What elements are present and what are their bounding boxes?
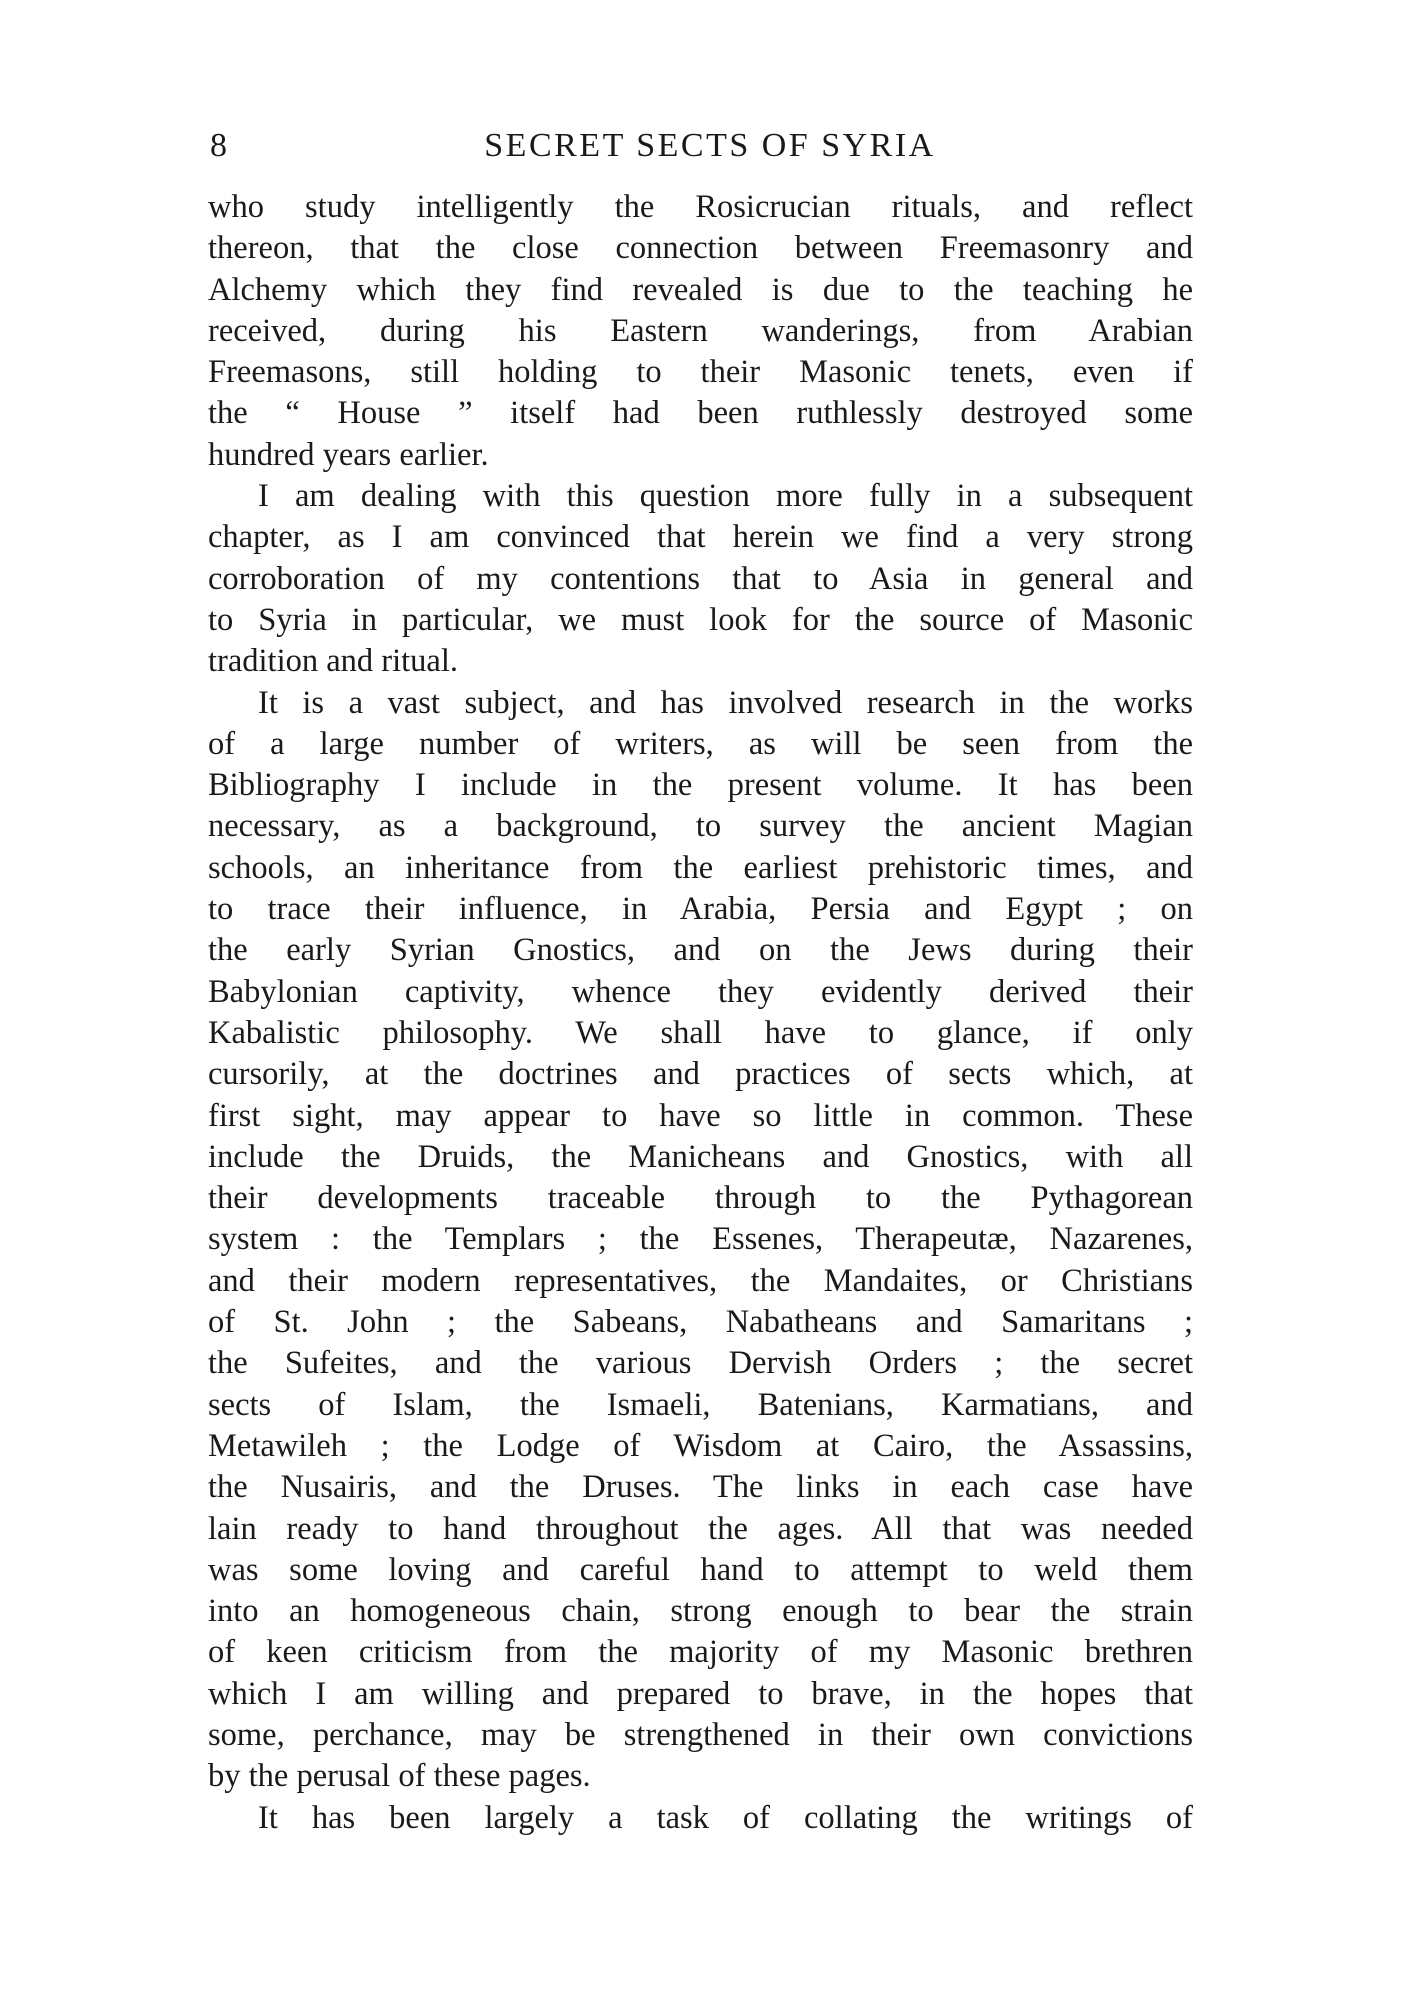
text-line: hundred years earlier. (208, 436, 489, 473)
running-head (210, 124, 1190, 174)
text-line: Metawileh ; the Lodge of Wisdom at Cairo, the Assassins, (208, 1427, 1193, 1464)
text-line: the Nusairis, and the Druses. The links in each case have (208, 1469, 1193, 1506)
page-number: 8 (210, 127, 227, 164)
text-line: lain ready to hand throughout the ages. All that was needed (208, 1510, 1193, 1547)
text-line: Alchemy which they find revealed is due to the teaching he (208, 271, 1193, 308)
text-line: Freemasons, still holding to their Masonic tenets, even if (208, 354, 1193, 391)
text-line: corroboration of my contentions that to Asia in general and (208, 560, 1193, 597)
text-line: system : the Templars ; the Essenes, Therapeutæ, Nazarenes, (208, 1221, 1193, 1258)
text-line: sects of Islam, the Ismaeli, Batenians, Karmatians, and (208, 1386, 1193, 1423)
text-line: It has been largely a task of collating the writings of (258, 1799, 1193, 1836)
text-line: the early Syrian Gnostics, and on the Jews during their (208, 932, 1193, 969)
text-line: of a large number of writers, as will be seen from the (208, 725, 1193, 762)
text-line: schools, an inheritance from the earliest prehistoric times, and (208, 849, 1193, 886)
text-line: of St. John ; the Sabeans, Nabatheans and Samaritans ; (208, 1304, 1193, 1341)
text-line: I am dealing with this question more fully in a subsequent (258, 478, 1193, 515)
text-line: which I am willing and prepared to brave, in the hopes that (208, 1675, 1193, 1712)
text-line: of keen criticism from the majority of my Masonic brethren (208, 1634, 1193, 1671)
running-title: SECRET SECTS OF SYRIA (484, 127, 936, 164)
text-line: some, perchance, may be strengthened in their own convictions (208, 1716, 1193, 1753)
text-line: first sight, may appear to have so little in common. These (208, 1097, 1193, 1134)
body-text (208, 187, 1193, 1839)
text-line: who study intelligently the Rosicrucian rituals, and reflect (208, 189, 1193, 225)
text-line: their developments traceable through to the Pythagorean (208, 1180, 1193, 1217)
text-line: by the perusal of these pages. (208, 1758, 591, 1795)
text-line: It is a vast subject, and has involved research in the works (258, 684, 1193, 721)
text-line: necessary, as a background, to survey the ancient Magian (208, 808, 1193, 845)
text-line: thereon, that the close connection between Freemasonry and (208, 230, 1193, 267)
text-line: to trace their influence, in Arabia, Persia and Egypt ; on (208, 891, 1193, 928)
text-line: the “ House ” itself had been ruthlessly destroyed some (208, 395, 1193, 432)
text-line: cursorily, at the doctrines and practices of sects which, at (208, 1056, 1193, 1093)
text-line: to Syria in particular, we must look for the source of Masonic (208, 601, 1193, 638)
text-line: received, during his Eastern wanderings, from Arabian (208, 312, 1193, 349)
text-line: Bibliography I include in the present volume. It has been (208, 767, 1193, 804)
text-line: was some loving and careful hand to attempt to weld them (208, 1551, 1193, 1588)
text-line: Babylonian captivity, whence they evidently derived their (208, 973, 1193, 1010)
text-line: Kabalistic philosophy. We shall have to glance, if only (208, 1014, 1193, 1051)
text-line: the Sufeites, and the various Dervish Orders ; the secret (208, 1345, 1193, 1382)
text-line: tradition and ritual. (208, 643, 459, 680)
text-line: into an homogeneous chain, strong enough to bear the strain (208, 1593, 1193, 1630)
text-line: include the Druids, the Manicheans and Gnostics, with all (208, 1138, 1193, 1175)
text-line: and their modern representatives, the Mandaites, or Christians (208, 1262, 1193, 1299)
text-line: chapter, as I am convinced that herein we find a very strong (208, 519, 1193, 556)
